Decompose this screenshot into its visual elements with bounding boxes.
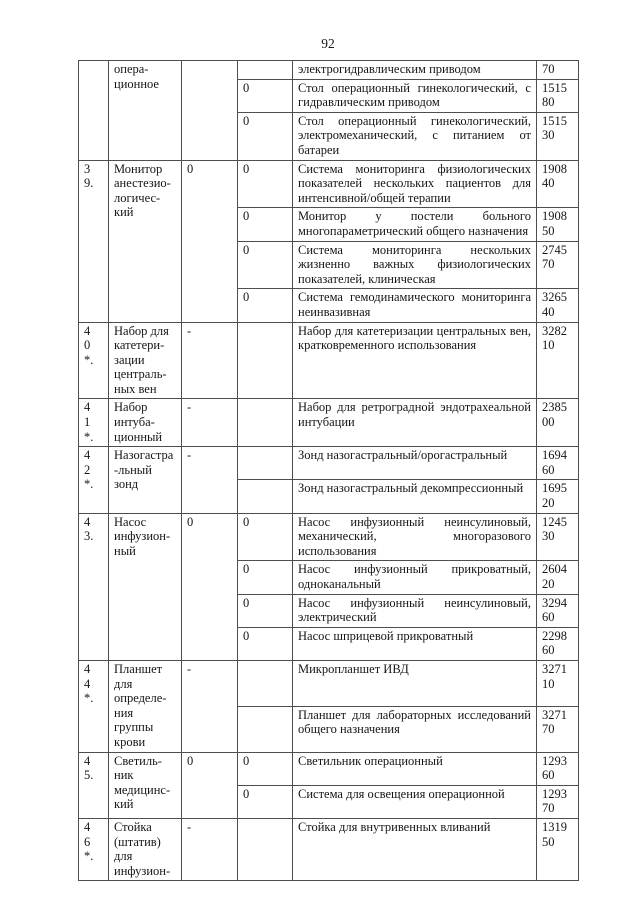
- device-code-cell: 1293 60: [537, 752, 579, 785]
- table-row: [79, 818, 579, 880]
- item-flag-cell: -: [182, 322, 238, 399]
- device-description-cell: Насос инфузионный неинсулиновый, электрический: [293, 594, 537, 627]
- device-description-cell: Зонд назогастральный декомпрессионный: [293, 480, 537, 513]
- device-code-cell: 1694 60: [537, 447, 579, 480]
- subitem-flag-cell: [238, 399, 293, 447]
- item-flag-cell: 0: [182, 752, 238, 818]
- table-row: [79, 513, 579, 561]
- device-description-cell: Система мониторинга нескольких жизненно важных физиологических показателей, клиническая: [293, 241, 537, 289]
- item-flag-cell: [182, 61, 238, 161]
- item-number-cell: 4 1 *.: [79, 399, 109, 447]
- device-description-cell: Стойка для внутривенных вливаний: [293, 818, 537, 880]
- device-code-cell: 2385 00: [537, 399, 579, 447]
- subitem-flag-cell: 0: [238, 112, 293, 160]
- item-number-cell: 3 9.: [79, 160, 109, 322]
- item-flag-cell: 0: [182, 513, 238, 660]
- device-description-cell: Планшет для лабораторных исследований общего назначения: [293, 706, 537, 752]
- item-number-cell: [79, 61, 109, 161]
- item-flag-cell: -: [182, 660, 238, 752]
- subitem-flag-cell: 0: [238, 785, 293, 818]
- device-code-cell: 1515 80: [537, 79, 579, 112]
- subitem-flag-cell: 0: [238, 79, 293, 112]
- device-description-cell: Набор для катетеризации центральных вен, кратковременного использования: [293, 322, 537, 399]
- table-row: [79, 660, 579, 706]
- item-name-cell: Монитор анестезио- логичес- кий: [109, 160, 182, 322]
- equipment-table-body: [79, 61, 579, 881]
- item-flag-cell: 0: [182, 160, 238, 322]
- item-name-cell: Набор для катетери- зации централь- ных вен: [109, 322, 182, 399]
- device-code-cell: 3294 60: [537, 594, 579, 627]
- device-description-cell: Система мониторинга физиологических показателей нескольких пациентов для интенсивной/общей терапии: [293, 160, 537, 208]
- device-code-cell: 2604 20: [537, 561, 579, 594]
- subitem-flag-cell: [238, 706, 293, 752]
- device-code-cell: 1908 50: [537, 208, 579, 241]
- item-name-cell: Светиль- ник медицинс- кий: [109, 752, 182, 818]
- device-code-cell: 3271 70: [537, 706, 579, 752]
- device-description-cell: Насос шприцевой прикроватный: [293, 627, 537, 660]
- item-number-cell: 4 5.: [79, 752, 109, 818]
- table-row: [79, 322, 579, 399]
- table-row: [79, 160, 579, 208]
- device-code-cell: 1293 70: [537, 785, 579, 818]
- device-code-cell: 1319 50: [537, 818, 579, 880]
- item-number-cell: 4 0 *.: [79, 322, 109, 399]
- device-description-cell: электрогидравлическим приводом: [293, 61, 537, 80]
- device-code-cell: 2298 60: [537, 627, 579, 660]
- item-number-cell: 4 4 *.: [79, 660, 109, 752]
- device-description-cell: Набор для ретроградной эндотрахеальной интубации: [293, 399, 537, 447]
- device-code-cell: 2745 70: [537, 241, 579, 289]
- subitem-flag-cell: [238, 480, 293, 513]
- device-description-cell: Микропланшет ИВД: [293, 660, 537, 706]
- device-description-cell: Монитор у постели больного многопараметрический общего назначения: [293, 208, 537, 241]
- page-number: 92: [321, 36, 335, 51]
- subitem-flag-cell: 0: [238, 752, 293, 785]
- item-name-cell: опера- ционное: [109, 61, 182, 161]
- device-description-cell: Система гемодинамического мониторинга неинвазивная: [293, 289, 537, 322]
- device-description-cell: Насос инфузионный неинсулиновый, механический, многоразового использования: [293, 513, 537, 561]
- device-description-cell: Зонд назогастральный/орогастральный: [293, 447, 537, 480]
- subitem-flag-cell: 0: [238, 208, 293, 241]
- item-name-cell: Назогастра -льный зонд: [109, 447, 182, 513]
- subitem-flag-cell: 0: [238, 513, 293, 561]
- table-row: [79, 399, 579, 447]
- device-description-cell: Насос инфузионный прикроватный, одноканальный: [293, 561, 537, 594]
- subitem-flag-cell: [238, 322, 293, 399]
- table-row: [79, 447, 579, 480]
- subitem-flag-cell: 0: [238, 160, 293, 208]
- device-code-cell: 3265 40: [537, 289, 579, 322]
- subitem-flag-cell: 0: [238, 627, 293, 660]
- subitem-flag-cell: 0: [238, 594, 293, 627]
- subitem-flag-cell: 0: [238, 289, 293, 322]
- item-number-cell: 4 2 *.: [79, 447, 109, 513]
- subitem-flag-cell: [238, 61, 293, 80]
- device-description-cell: Система для освещения операционной: [293, 785, 537, 818]
- table-row: [79, 752, 579, 785]
- item-name-cell: Планшет для определе- ния группы крови: [109, 660, 182, 752]
- device-code-cell: 1908 40: [537, 160, 579, 208]
- device-code-cell: 1695 20: [537, 480, 579, 513]
- device-description-cell: Стол операционный гинекологический, электромеханический, с питанием от батареи: [293, 112, 537, 160]
- device-description-cell: Светильник операционный: [293, 752, 537, 785]
- subitem-flag-cell: 0: [238, 561, 293, 594]
- device-description-cell: Стол операционный гинекологический, с гидравлическим приводом: [293, 79, 537, 112]
- subitem-flag-cell: [238, 818, 293, 880]
- device-code-cell: 1245 30: [537, 513, 579, 561]
- device-code-cell: 3271 10: [537, 660, 579, 706]
- item-flag-cell: -: [182, 399, 238, 447]
- device-code-cell: 70: [537, 61, 579, 80]
- equipment-table: [78, 60, 579, 881]
- item-number-cell: 4 6 *.: [79, 818, 109, 880]
- subitem-flag-cell: [238, 447, 293, 480]
- item-name-cell: Насос инфузион- ный: [109, 513, 182, 660]
- subitem-flag-cell: [238, 660, 293, 706]
- subitem-flag-cell: 0: [238, 241, 293, 289]
- item-number-cell: 4 3.: [79, 513, 109, 660]
- device-code-cell: 3282 10: [537, 322, 579, 399]
- item-flag-cell: -: [182, 818, 238, 880]
- device-code-cell: 1515 30: [537, 112, 579, 160]
- item-name-cell: Стойка (штатив) для инфузион-: [109, 818, 182, 880]
- item-name-cell: Набор интуба- ционный: [109, 399, 182, 447]
- table-row: [79, 61, 579, 80]
- item-flag-cell: -: [182, 447, 238, 513]
